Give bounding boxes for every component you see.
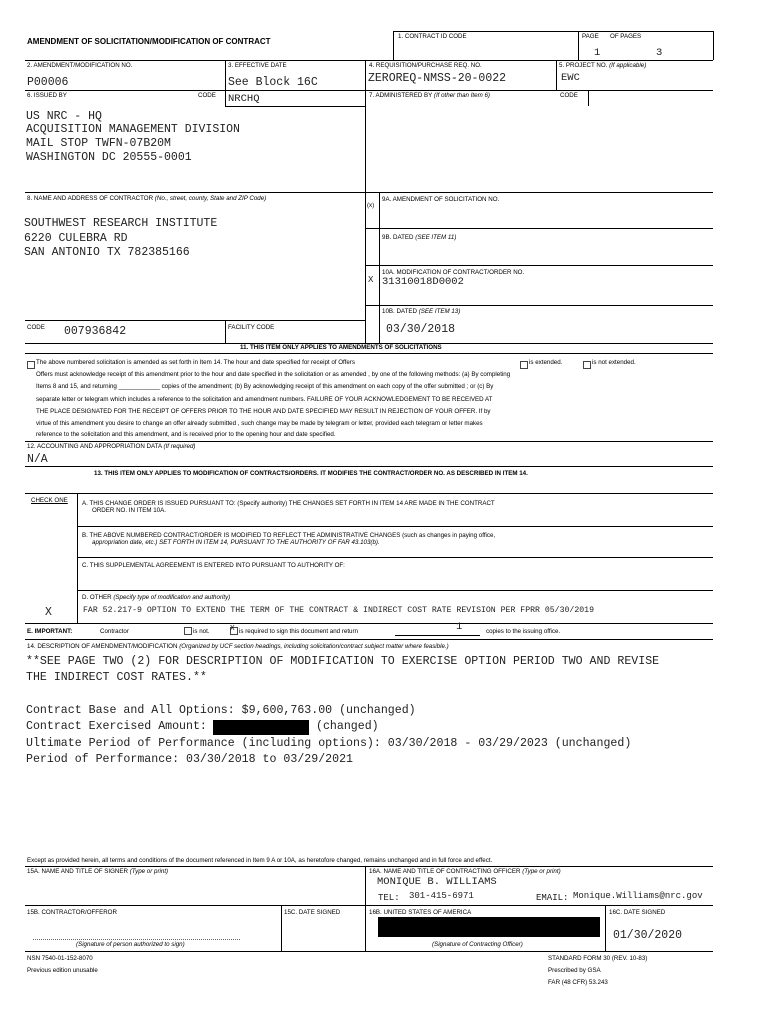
option-b-line-1: B. THE ABOVE NUMBERED CONTRACT/ORDER IS MODIFIED TO REFLECT THE ADMINISTRATIVE CHANGES (such as changes in paying office, (82, 532, 496, 539)
x-column-label: (x) (367, 202, 375, 209)
option-d-value: FAR 52.217-9 OPTION TO EXTEND THE TERM OF THE CONTRACT & INDIRECT COST RATE REVISION PER FPRR 05/30/2019 (83, 606, 594, 615)
project-no-value: EWC (561, 72, 580, 84)
check-one-label: CHECK ONE (31, 497, 68, 504)
standard-form-text: STANDARD FORM 30 (REV. 10-83) (548, 955, 648, 962)
exercised-suffix: (changed) (316, 720, 379, 733)
not-extended-label: is not extended. (592, 359, 636, 366)
issued-by-line-1: US NRC - HQ (26, 110, 102, 123)
extended-checkbox[interactable] (520, 361, 528, 369)
description-line-1: **SEE PAGE TWO (2) FOR DESCRIPTION OF MODIFICATION TO EXERCISE OPTION PERIOD TWO AND REVISE (26, 655, 660, 668)
amendment-solicitation-label: 9A. AMENDMENT OF SOLICITATION NO. (382, 196, 500, 203)
signature-officer-caption: (Signature of Contracting Officer) (432, 941, 523, 948)
copies-text: copies to the issuing office. (486, 628, 561, 635)
is-not-text: is not. (193, 628, 210, 635)
issued-by-line-4: WASHINGTON DC 20555-0001 (26, 151, 192, 164)
except-text: Except as provided herein, all terms and conditions of the document referenced in Item 9 A or 10A, as heretofore changed, remains unchanged and in full force and effect. (27, 857, 493, 864)
issued-by-line-2: ACQUISITION MANAGEMENT DIVISION (26, 123, 240, 136)
item-13-heading: 13. THIS ITEM ONLY APPLIES TO MODIFICATION OF CONTRACTS/ORDERS. IT MODIFIES THE CONTRACT/ORDER NO. AS DESCRIBED IN ITEM 14. (94, 470, 528, 477)
option-a-line-2: ORDER NO. IN ITEM 10A. (92, 507, 166, 514)
issued-by-code-label: CODE (198, 92, 216, 99)
item-11-line-4: separate letter or telegram which includes a reference to the solicitation and amendment numbers. FAILURE OF YOUR ACKNOWLEDGEMENT TO BE RECEIVED AT (36, 396, 493, 403)
contractor-line-3: SAN ANTONIO TX 782385166 (24, 246, 190, 259)
far-text: FAR (48 CFR) 53.243 (548, 979, 608, 986)
effective-date-value: See Block 16C (228, 76, 318, 89)
is-not-checkbox[interactable] (184, 627, 192, 635)
option-c-line: C. THIS SUPPLEMENTAL AGREEMENT IS ENTERED INTO PURSUANT TO AUTHORITY OF: (82, 562, 345, 569)
solicitation-checkbox[interactable] (27, 361, 35, 369)
date-signed-16c-value: 01/30/2020 (613, 929, 683, 942)
amendment-no-label: 2. AMENDMENT/MODIFICATION NO. (27, 62, 133, 69)
option-b-line-2: appropriation date, etc.) SET FORTH IN ITEM 14, PURSUANT TO THE AUTHORITY OF FAR 43.103(b). (92, 539, 380, 546)
item-11-line-5: THE PLACE DESIGNATED FOR THE RECEIPT OF OFFERS PRIOR TO THE HOUR AND DATE SPECIFIED MAY RESULT IN REJECTION OF YOUR OFFER. If by (36, 408, 491, 415)
usa-label: 16B. UNITED STATES OF AMERICA (369, 909, 472, 916)
contractor-offeror-label: 15B. CONTRACTOR/OFFEROR (27, 909, 117, 916)
nsn-text: NSN 7540-01-152-8070 (27, 955, 93, 962)
option-d-label: D. OTHER (Specify type of modification and authority) (82, 594, 231, 601)
requisition-label: 4. REQUISITION/PURCHASE REQ. NO. (369, 62, 482, 69)
page-label: PAGE (582, 33, 599, 40)
dated-10b-label: 10B. DATED (SEE ITEM 13) (382, 308, 461, 315)
period-line: Period of Performance: 03/30/2018 to 03/29/2021 (26, 753, 353, 766)
effective-date-label: 3. EFFECTIVE DATE (228, 62, 287, 69)
contractor-label: 8. NAME AND ADDRESS OF CONTRACTOR (No., street, county, State and ZIP Code) (27, 195, 267, 202)
copies-line (395, 635, 480, 636)
copies-value: 1 (456, 621, 463, 633)
contractor-code: 007936842 (64, 325, 127, 338)
exercised-label: Contract Exercised Amount: (26, 720, 207, 733)
accounting-value: N/A (27, 453, 48, 466)
redacted-exercised-amount (213, 720, 309, 735)
facility-code-label: FACILITY CODE (228, 324, 275, 331)
issued-by-label: 6. ISSUED BY (27, 92, 67, 99)
issued-by-line-3: MAIL STOP TWFN-07B20M (26, 137, 171, 150)
ultimate-period-line: Ultimate Period of Performance (including options): 03/30/2018 - 03/29/2023 (unchanged) (26, 737, 632, 750)
important-label: E. IMPORTANT: (27, 628, 73, 635)
issued-by-code: NRCHQ (228, 93, 260, 105)
item-11-line-1: The above numbered solicitation is amended as set forth in Item 14. The hour and date specified for receipt of Offers (36, 359, 355, 366)
form-title: AMENDMENT OF SOLICITATION/MODIFICATION OF CONTRACT (27, 37, 271, 46)
contract-base-line: Contract Base and All Options: $9,600,763.00 (unchanged) (26, 704, 416, 717)
amendment-no-value: P00006 (27, 76, 69, 89)
administered-by-code-label: CODE (560, 92, 578, 99)
signature-person-caption: (Signature of person authorized to sign) (76, 941, 185, 948)
item-11-line-6: virtue of this amendment you desire to change an offer already submitted , such change may be made by telegram or letter, provided each telegram or letter makes (36, 420, 483, 427)
requisition-value: ZEROREQ-NMSS-20-0022 (368, 72, 507, 85)
description-label: 14. DESCRIPTION OF AMENDMENT/MODIFICATION (Organized by UCF section headings, including solicitation/contract subject matter where feasible.) (27, 643, 449, 650)
is-required-mark: X (230, 625, 235, 632)
extended-label: is extended. (529, 359, 563, 366)
email-label: EMAIL: (536, 893, 569, 903)
dated-10b-value: 03/30/2018 (386, 323, 456, 336)
contractor-line-1: SOUTHWEST RESEARCH INSTITUTE (24, 217, 218, 230)
date-signed-15c-label: 15C. DATE SIGNED (284, 909, 341, 916)
item-11-heading: 11. THIS ITEM ONLY APPLIES TO AMENDMENTS OF SOLICITATIONS (240, 344, 442, 351)
prescribed-text: Prescribed by GSA (548, 967, 601, 974)
previous-edition-text: Previous edition unusable (27, 967, 98, 974)
tel-value: 301-415-6971 (409, 891, 474, 901)
officer-name-label: 16A. NAME AND TITLE OF CONTRACTING OFFICER (Type or print) (369, 868, 561, 875)
contractor-code-label: CODE (27, 324, 45, 331)
option-d-mark: X (45, 606, 52, 619)
email-value: Monique.Williams@nrc.gov (573, 891, 703, 901)
item-11-line-7: reference to the solicitation and this amendment, and is received prior to the opening hour and date specified. (36, 431, 336, 438)
page-number: 1 (594, 47, 601, 59)
mod-contract-label: 10A. MODIFICATION OF CONTRACT/ORDER NO. (382, 269, 525, 276)
item-11-line-2: Offers must acknowledge receipt of this amendment prior to the hour and date specified in the solicitation or as amended , by one of the following methods: (a) By completing (36, 371, 511, 378)
date-signed-16c-label: 16C. DATE SIGNED (609, 909, 666, 916)
contractor-line-2: 6220 CULEBRA RD (24, 232, 128, 245)
redacted-officer-signature (378, 917, 600, 937)
administered-by-label: 7. ADMINISTERED BY (If other than Item 6) (369, 92, 490, 99)
officer-name: MONIQUE B. WILLIAMS (377, 876, 497, 888)
contractor-text: Contractor (100, 628, 129, 635)
of-pages-label: OF PAGES (610, 33, 642, 40)
option-a-line-1: A. THIS CHANGE ORDER IS ISSUED PURSUANT TO: (Specify authority) THE CHANGES SET FORTH IN ITEM 14 ARE MADE IN THE CONTRACT (82, 500, 495, 507)
item-11-line-3: Items 8 and 15, and returning ____________ copies of the amendment; (b) By acknowledging receipt of this amendment on each copy of the offer submitted ; or (c) By (36, 383, 494, 390)
project-no-label: 5. PROJECT NO. (If applicable) (559, 62, 647, 69)
contract-id-label: 1. CONTRACT ID CODE (398, 33, 467, 40)
mod-contract-value: 31310018D0002 (382, 276, 464, 288)
mod-10a-mark: X (368, 275, 374, 285)
pages-count: 3 (656, 47, 663, 59)
not-extended-checkbox[interactable] (583, 361, 591, 369)
dated-9b-label: 9B. DATED (SEE ITEM 11) (382, 234, 457, 241)
tel-label: TEL: (378, 893, 400, 903)
is-required-text: is required to sign this document and return (239, 628, 359, 635)
accounting-label: 12. ACCOUNTING AND APPROPRIATION DATA (If required) (27, 443, 196, 450)
description-line-2: THE INDIRECT COST RATES.** (26, 671, 207, 684)
signer-name-label: 15A. NAME AND TITLE OF SIGNER (Type or print) (27, 868, 169, 875)
